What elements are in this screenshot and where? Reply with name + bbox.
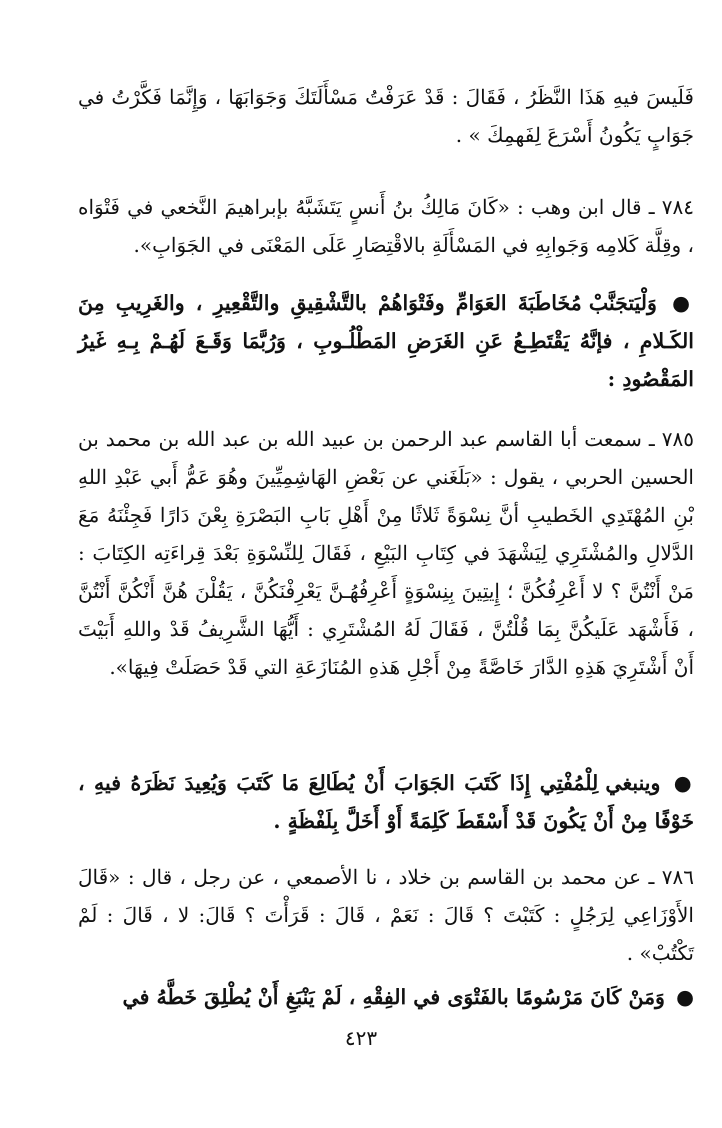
paragraph-786 xyxy=(78,858,694,972)
paragraph-text: وينبغي لِلْمُفْتِي إِذَا كَتَبَ الجَوَابَ أَنْ يُطَالِعَ مَا كَتَبَ وَيُعِيدَ نَظَرَهُ فيهِ ، خَوْفًا مِنْ أَنْ يَكُونَ قَدْ أَسْقَطَ كَلِمَةً أَوْ أَخَلَّ بِلَفْظَةٍ . xyxy=(78,771,694,833)
paragraph-text: وَمَنْ كَانَ مَرْسُومًا بالفَتْوَى في الفِقْهِ ، لَمْ يَنْبَغِ أَنْ يُطْلِقَ خَطَّهُ في xyxy=(122,985,665,1009)
paragraph-continuation xyxy=(78,78,694,154)
paragraph-rule-fatwa-handwriting xyxy=(78,978,694,1016)
bullet-icon: ● xyxy=(676,985,694,1009)
paragraph-number: ٧٨٦ ـ xyxy=(648,865,694,889)
paragraph-text: فَلَيسَ فيهِ هَذَا النَّظَرُ ، فَقَالَ : قَدْ عَرَفْتُ مَسْأَلَتَكَ وَجَوَابَهَا ، وَإِنَّمَا فَكَّرْتُ في جَوَابٍ يَكُونُ أَسْرَعَ لِفَهمِكَ » . xyxy=(78,85,694,147)
paragraph-text: قال ابن وهب : «كَانَ مَالِكُ بنُ أَنسٍ يَتَشَبَّهُ بإبراهيمَ النَّخعي في فَتْوَاه ، وقِلَّة كَلامِه وَجَوابِهِ في المَسْأَلَةِ بالاقْتِصَارِ عَلَى المَعْنَى في الجَوَابِ». xyxy=(78,195,694,257)
document-page xyxy=(78,78,694,1118)
paragraph-number: ٧٨٤ ـ xyxy=(648,195,695,219)
paragraph-number: ٧٨٥ ـ xyxy=(648,427,695,451)
paragraph-784 xyxy=(78,188,694,264)
paragraph-rule-review-answer xyxy=(78,764,694,840)
page-number: ٤٢٣ xyxy=(344,1026,378,1050)
paragraph-785 xyxy=(78,420,694,686)
paragraph-rule-avoid-obscure-speech xyxy=(78,284,694,398)
paragraph-text: وَلْيَتجَنَّبْ مُخَاطَبَةَ العَوَامِّ وفَتْوَاهُمْ بالتَّشْقِيقِ والتَّقْعِيرِ ، والغَرِيبِ مِنَ الكَـلامِ ، فإنَّهُ يَقْتَطِـعُ عَنِ الغَرَضِ المَطْلُـوبِ ، وَرُبَّمَا وَقَـعَ لَهُـمْ بِـهِ غَيرُ المَقْصُودِ : xyxy=(78,291,694,391)
paragraph-text: سمعت أبا القاسم عبد الرحمن بن عبيد الله بن عبد الله بن محمد بن الحسين الحربي ، يقول : «بَلَغَني عن بَعْضِ الهَاشِمِيِّينَ وهُوَ عَمُّ أَبي عَبْدِ اللهِ بْنِ المُهْتَدِي الخَطيبِ أنَّ نِسْوَةً ثَلاثًا مِنْ أَهْلِ بَابِ البَصْرَةِ بِعْنَ دَارًا فَجِئْنَهُ مَعَ الدَّلالِ والمُشْتَرِي لِيَشْهَدَ في كِتَابِ البَيْعِ ، فَقَالَ لِلنِّسْوَةِ بَعْدَ قِراءَتِه الكِتَابَ : مَنْ أَنْتُنَّ ؟ لا أَعْرِفُكُنَّ ؛ إِيتِينَ بِنِسْوَةٍ أَعْرِفُهُـنَّ يَعْرِفْنَكُنَّ ، يَقُلْنَ هُنَّ أَنْكُنَّ أَنْتُنَّ ، فَأَشْهَد عَلَيكُنَّ بِمَا قُلْتُنَّ ، فَقَالَ لَهُ المُشْتَرِي : أَيُّهَا الشَّرِيفُ قَدْ واللهِ أَبَيْتَ أَنْ أَشْتَرِيَ هَذِهِ الدَّارَ خَاصَّةً مِنْ أَجْلِ هَذهِ المُنَازَعَةِ التي قَدْ حَصَلَتْ فِيهَا». xyxy=(78,427,694,679)
paragraph-text: عن محمد بن القاسم بن خلاد ، نا الأصمعي ، عن رجل ، قال : «قَالَ الأَوْزَاعِي لِرَجُلٍ : كَتَبْتَ ؟ قَالَ : نَعَمْ ، قَالَ : قَرَأْتَ ؟ قَالَ: لا ، قَالَ : لَمْ تَكْتُبْ» . xyxy=(78,865,694,965)
bullet-icon: ● xyxy=(673,771,694,795)
bullet-icon: ● xyxy=(672,291,695,315)
